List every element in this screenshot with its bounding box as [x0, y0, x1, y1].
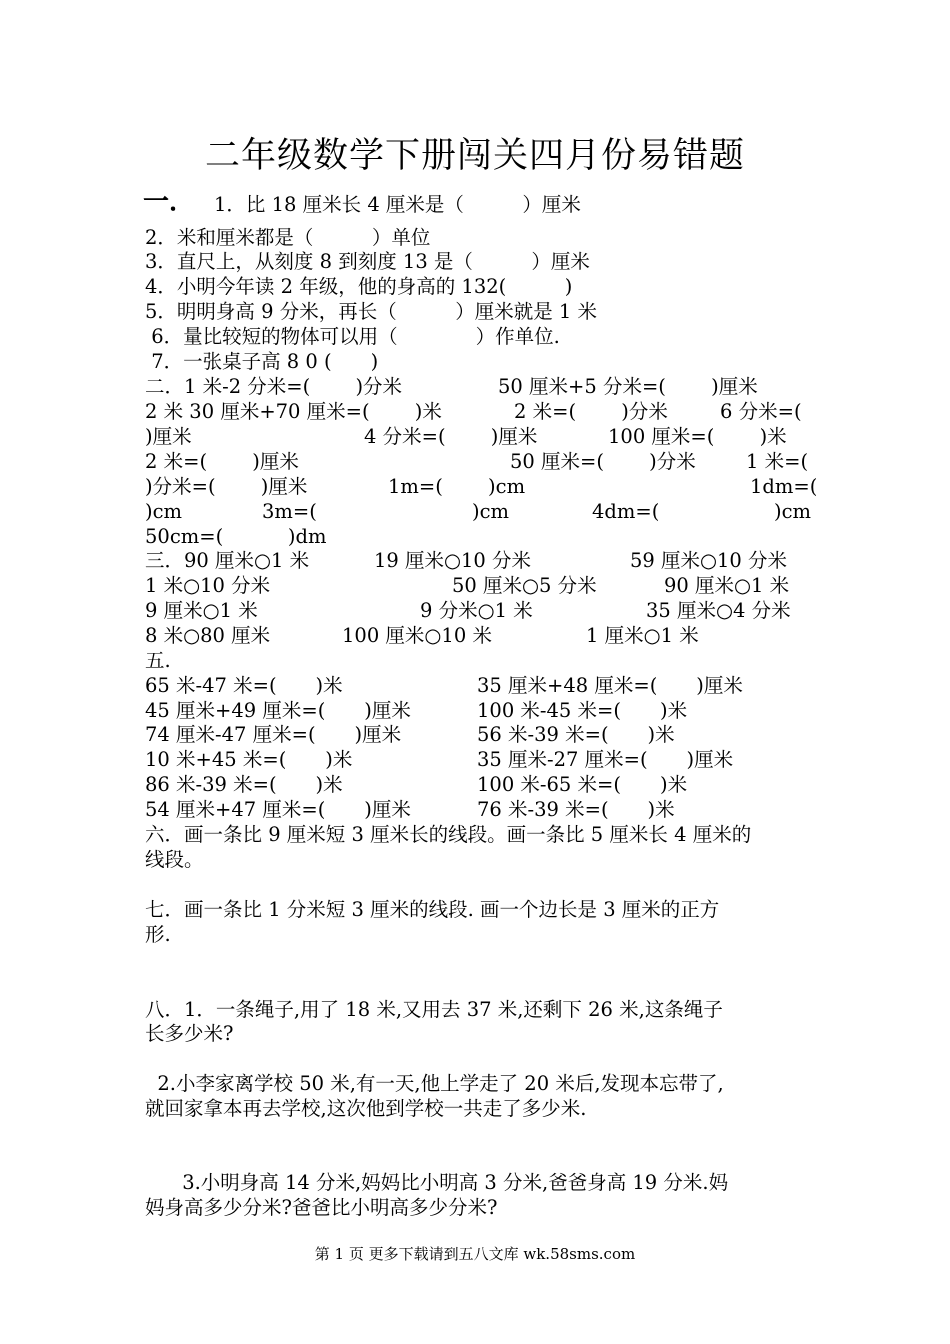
conversion-item: 1m=( )cm — [388, 475, 526, 498]
comparison-item: 90 厘米○1 米 — [664, 574, 790, 597]
conversion-item: 4dm=( — [592, 500, 660, 523]
conversion-item: 50 厘米=( )分米 — [510, 450, 696, 473]
comparison-item: 50 厘米○5 分米 — [452, 574, 597, 597]
conversion-item: 50cm=( )dm — [145, 525, 327, 548]
conversion-item: 2 米=( )厘米 — [145, 450, 299, 473]
comparison-item: 59 厘米○10 分米 — [630, 549, 788, 572]
conversion-item: )cm — [145, 500, 183, 523]
conversion-item: )厘米 — [145, 425, 192, 448]
comparison-item: 9 厘米○1 米 — [145, 599, 258, 622]
calc-item: 45 厘米+49 厘米=( )厘米 — [145, 699, 411, 722]
section-7-line-1: 七．画一条比 1 分米短 3 厘米的线段. 画一个边长是 3 厘米的正方 — [145, 898, 720, 921]
comparison-item: 1 厘米○1 米 — [586, 624, 699, 647]
conversion-item: 1 米=( — [746, 450, 809, 473]
word-problem-2-line-1: 2.小李家离学校 50 米,有一天,他上学走了 20 米后,发现本忘带了, — [145, 1072, 724, 1095]
calc-item: 65 米-47 米=( )米 — [145, 674, 343, 697]
conversion-item: 2 米 30 厘米+70 厘米=( )米 — [145, 400, 442, 423]
section-7-line-2: 形. — [145, 923, 171, 946]
word-problem-3-line-1: 3.小明身高 14 分米,妈妈比小明高 3 分米,爸爸身高 19 分米.妈 — [145, 1171, 729, 1194]
calc-item: 56 米-39 米=( )米 — [477, 723, 675, 746]
conversion-item: 3m=( — [262, 500, 317, 523]
conversion-item: 6 分米=( — [720, 400, 802, 423]
calc-item: 74 厘米-47 厘米=( )厘米 — [145, 723, 402, 746]
question-1-5: 5．明明身高 9 分米，再长（ ）厘米就是 1 米 — [145, 300, 598, 323]
word-problem-1-line-2: 长多少米? — [145, 1022, 234, 1045]
word-problem-3-line-2: 妈身高多少分米?爸爸比小明高多少分米? — [145, 1196, 498, 1219]
calc-item: 35 厘米+48 厘米=( )厘米 — [477, 674, 743, 697]
section-5-label: 五. — [145, 649, 171, 672]
calc-item: 76 米-39 米=( )米 — [477, 798, 675, 821]
question-1-4: 4．小明今年读 2 年级，他的身高的 132( ) — [145, 275, 573, 298]
calc-item: 10 米+45 米=( )米 — [145, 748, 353, 771]
calc-item: 54 厘米+47 厘米=( )厘米 — [145, 798, 411, 821]
question-1-1: 1．比 18 厘米长 4 厘米是（ ）厘米 — [214, 193, 581, 216]
word-problem-1-line-1: 八．1．一条绳子,用了 18 米,又用去 37 米,还剩下 26 米,这条绳子 — [145, 998, 723, 1021]
comparison-item: 100 厘米○10 米 — [342, 624, 492, 647]
calc-item: 100 米-65 米=( )米 — [477, 773, 688, 796]
question-1-3: 3．直尺上，从刻度 8 到刻度 13 是（ ）厘米 — [145, 250, 590, 273]
calc-item: 35 厘米-27 厘米=( )厘米 — [477, 748, 734, 771]
comparison-item: 1 米○10 分米 — [145, 574, 271, 597]
comparison-item: 8 米○80 厘米 — [145, 624, 271, 647]
question-1-7: 7．一张桌子高 8 0 ( ) — [145, 350, 379, 373]
page-title: 二年级数学下册闯关四月份易错题 — [204, 136, 745, 176]
conversion-item: )cm — [774, 500, 812, 523]
calc-item: 86 米-39 米=( )米 — [145, 773, 343, 796]
section-6-line-1: 六．画一条比 9 厘米短 3 厘米长的线段。画一条比 5 厘米长 4 厘米的 — [145, 823, 752, 846]
comparison-item: 19 厘米○10 分米 — [374, 549, 532, 572]
conversion-item: 1dm=( — [750, 475, 818, 498]
conversion-item: )分米=( )厘米 — [145, 475, 308, 498]
conversion-item: 50 厘米+5 分米=( )厘米 — [498, 375, 758, 398]
section-6-line-2: 线段。 — [145, 848, 204, 871]
comparison-item: 三．90 厘米○1 米 — [145, 549, 310, 572]
word-problem-2-line-2: 就回家拿本再去学校,这次他到学校一共走了多少米. — [145, 1097, 587, 1120]
conversion-item: 4 分米=( )厘米 — [364, 425, 538, 448]
conversion-item: 二．1 米-2 分米=( )分米 — [145, 375, 403, 398]
question-1-6: 6．量比较短的物体可以用（ ）作单位. — [145, 325, 560, 348]
comparison-item: 35 厘米○4 分米 — [646, 599, 791, 622]
conversion-item: 2 米=( )分米 — [514, 400, 668, 423]
section-1-label: 一． — [143, 187, 196, 217]
conversion-item: )cm — [472, 500, 510, 523]
page-footer: 第 1 页 更多下载请到五八文库 wk.58sms.com — [314, 1245, 636, 1263]
question-1-2: 2．米和厘米都是（ ）单位 — [145, 226, 431, 249]
calc-item: 100 米-45 米=( )米 — [477, 699, 688, 722]
conversion-item: 100 厘米=( )米 — [608, 425, 787, 448]
comparison-item: 9 分米○1 米 — [420, 599, 533, 622]
